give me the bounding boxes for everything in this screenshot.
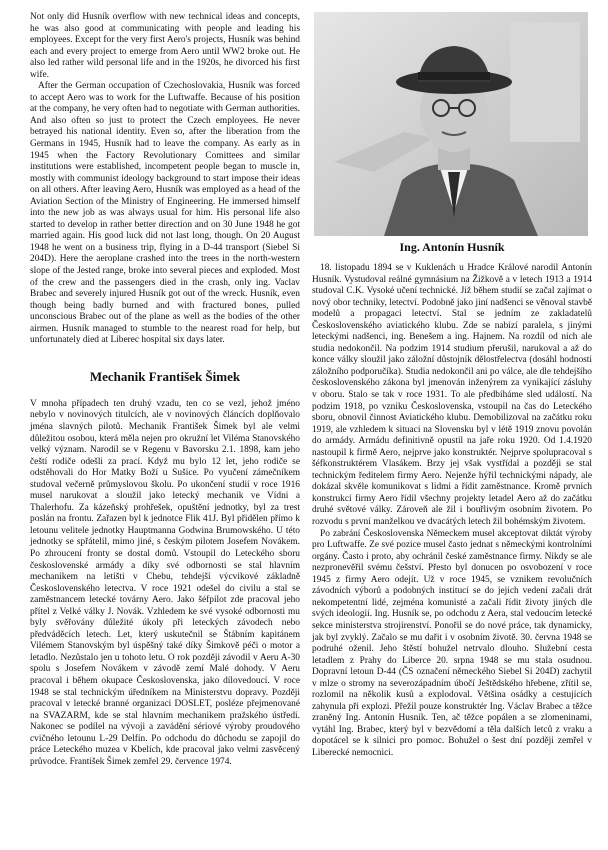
- paragraph-cz-2: Po zabrání Československa Německem musel akceptovat diktát výroby pro Luftwaffe. Ze své pozice musel často jednat s německými kontrolními orgány. Často i proto, aby ochránil české zaměstnance firmy. Nikdy se ale nezpronevěřil svému češství. Přesto byl donucen po osvobození v roce 1945 z firmy Aero odejít. Už v roce 1945, se vznikem revolučních závodních výborů a podobných institucí se do jejich vedení začali drát nekompetentní lidé, zejména komunisté a začali řídit životy jiných dle svých ideologií. Ing. Husník se, po odchodu z Aera, stal vedoucím letecké sekce ministerstva strojírenství. Ponořil se do nové práce, tak dynamicky, jak byl zvyklý. Začalo se mu dařit i v osobním životě. 30. června 1948 se podruhé oženil. Jeho štěstí bohužel netrvalo dlouho. Služební cesta letadlem z Prahy do Liberce 20. srpna 1948 se mu stala osudnou. Dopravní letoun D-44 (ČS označení německého Siebel Si 204D) zachytil v mlze o stromy na severozápadním úbočí Ještědského hřebene, zřítil se, rozlomil na několik kusů a explodoval. Většina osádky a cestujících zahynula při explozi. Přežil pouze konstruktér Ing. Václav Brabec a těžce zraněný Ing. Antonín Husník. Ten, ač těžce popálen a se zlomeninami, vytáhl Ing. Brabec, který byl v bezvědomí a těla dalších letců z vraku a dopotácel se k silnici pro pomoc. Bohužel o šest dní později zemřel v Liberecké nemocnici.: [312, 528, 592, 758]
- section-title: Mechanik František Šimek: [89, 368, 241, 384]
- right-column: [312, 12, 592, 760]
- portrait-illustration: [314, 12, 588, 236]
- paragraph-en-2: After the German occupation of Czechoslovakia, Husník was forced to accept Aero was to work for the Luftwaffe. Because of his position at the company, he very often had to negotiate with German authorities. And also often so just to protect the Czech employees. He never betrayed his national identity. Even so, after the liberation from the Germans in 1945, Husník had to leave the company. As early as in 1945 when the Factory Revolutionary Comittees and similar institutions were established, incompetent people began to muscle in, mostly with communist ideology background to start impose their ideas on all others. After leaving Aero, Husník was employed as a head of the Aviation Section of the Ministry of Engineering. He immersed himself into the new job as was always usual for him. His personal life also started to develop in rather better direction and on 30 June 1948 he got married again. His good luck did not last long, though. On 20 August 1948 he went on a business trip, flying in a D-44 transport (Siebel Si 204D). Here the aeroplane crashed into the trees in the north-western slope of the Jested range, broke into several pieces and exploded. Most of the crew and the passengers died in the crash, only ing. Vaclav Brabec and severely injured Husník got out of the wreck. Husník, even though being badly burned and with fractured bones, pulled unconscious Brabec out of the plane as well as the bodies of the other airmen. Husník managed to stumble to the nearest road for help, but unfortunately died at Liberec hospital six days later.: [30, 81, 300, 346]
- paragraph-en-1: Not only did Husník overflow with new technical ideas and concepts, he was also good at communicating with people and leading his employees. Except for the very first Aero's projects, Husník was behind each and every project to emerge from Aero until WW2 broke out. He also led rather wild personal life and in the 1920s, he divorced his first wife.: [30, 12, 300, 80]
- portrait-photo: [314, 12, 588, 236]
- left-column: [30, 12, 300, 768]
- paragraph-cz-1: 18. listopadu 1894 se v Kuklenách u Hradce Králové narodil Antonín Husník. Vystudoval reálné gymnásium na Žižkově a v letech 1913 a 1914 studoval C.K. Vysoké učení technické. Již během studií se začal zajímat o nový obor techniky, letectví. Podobně jako jiní nadšenci se věnoval stavbě modelů a propagaci letectví. Stal se jedním ze zakladatelů Československého aviatického klubu. Zde se nabízí paralela, s jinými leteckými nadšenci, ing. Benešem a ing. Hajnem. Na rozdíl od nich ale studia nedokončil. Na podzim 1914 studium přerušil, narukoval a až do konce války sloužil jako záložní důstojník dělostřelectva (dosáhl hodnosti záložního podporučíka). Studia nedokončil ani po válce, ale dle tehdejšího československého zákona byl jmenován inženýrem za vynikající zásluhy v oboru. Stalo se tak v roce 1931. To ale předbíháme sled událostí. Na podzim 1918, po vzniku Československa, vstoupil na čas do Leteckého sboru, obnovil činnost Aviatického klubu. Demobilizoval na začátku roku 1919, ale vzhledem k situaci na Slovensku byl v létě 1919 znovu povolán do armády. Armádu definitivně opustil na jaře roku 1920. Od 1.4.1920 nastoupil k firmě Aero, nejprve jako konstruktér. Nejprve spolupracoval s šéfkonstruktérem Vlasákem. Brzy jej však vystřídal a později se stal technickým ředitelem firmy Aero. Nejenže hýřil technickými nápady, ale dokázal skvěle komunikovat s lidmi a řídit zaměstnance. Kromě prvních konstrukcí firmy Aero řídil všechny projekty letadel Aero až do začátku druhé světové války. Zároveň ale žil i bouřlivým osobním životem. Po rozvodu s první manželkou ve dvacátých letech žil bohémským životem.: [312, 263, 592, 528]
- photo-caption: Ing. Antonín Husník: [399, 240, 505, 254]
- paragraph-simek: V mnoha případech ten druhý vzadu, ten co se vezl, jehož jméno nebylo v novinových titulcích, ale v novinových článcích doplňovalo jména slavných pilotů. Mechanik František Šimek byl ale velmi důležitou osobou, která měla nejen pro okružní let Viléma Stanovského velký význam. Narodil se v Regenu v Bavorsku 2.1. 1898, kam jeho čeští rodiče odešli za prací. Když mu bylo 12 let, jeho rodiče se odstěhovali do Hor Matky Boží u Sušice. Po vyučení zámečníkem studoval večerně průmyslovou školu. Po ukončení studií v roce 1916 musel narukovat a sloužil jako letecký mechanik ve Vídni a Thalerhofu. Za kázeňský prohřešek, opuštění jednotky, byl za trest poslán na frontu. Zařazen byl k jednotce Flik 41J. Byl přidělen přímo k letounu velitele jednotky Hauptmanna Godwina Brumowského. U této jednotky se spřátelil, mimo jiné, s českým pilotem Josefem Novákem. Po zhroucení fronty se dostal domů. Vstoupil do Leteckého sboru československé armády a díky své odbornosti se stal hlavním mechanikem na letišti v Chebu, tehdejší výcvikové základně Československého letectva. V roce 1921 odešel do civilu a stal se zaměstnancem letecké továrny Aero. Jako šéfpilot zde pracoval jeho přítel z Velké války J. Novák. Vzhledem ke své vysoké odbornosti mu byly svěřovány důležité úkoly při leteckých závodech nebo předváděcích letech. Let, který uskutečnil se Štábním kapitánem Vilémem Stanovským byl úspěšný také díky Šimkově péči o motor a letadlo. Nezůstalo jen u tohoto letu. O rok později závodil v Aeru A-30 spolu s Josefem Novákem v závodě zemí Malé dohody. V Aeru pracoval i během okupace Československa, jako dílovedoucí. V roce 1948 se stal technickým úředníkem na Ministerstvu dopravy. Později pracoval v letecké branné organizaci DOSLET, posléze přejmenované na SVAZARM, kde se stal hlavním mechanikem pražského ústředí. Nakonec se podílel na vývoji a zavádění sériové výroby proudového cvičného letounu L-29 Delfín. Po odchodu do důchodu se zapojil do práce Leteckého muzea v Kbelích, kde pracoval jako velmi zasvěcený průvodce. František Šimek zemřel 29. července 1974.: [30, 398, 300, 767]
